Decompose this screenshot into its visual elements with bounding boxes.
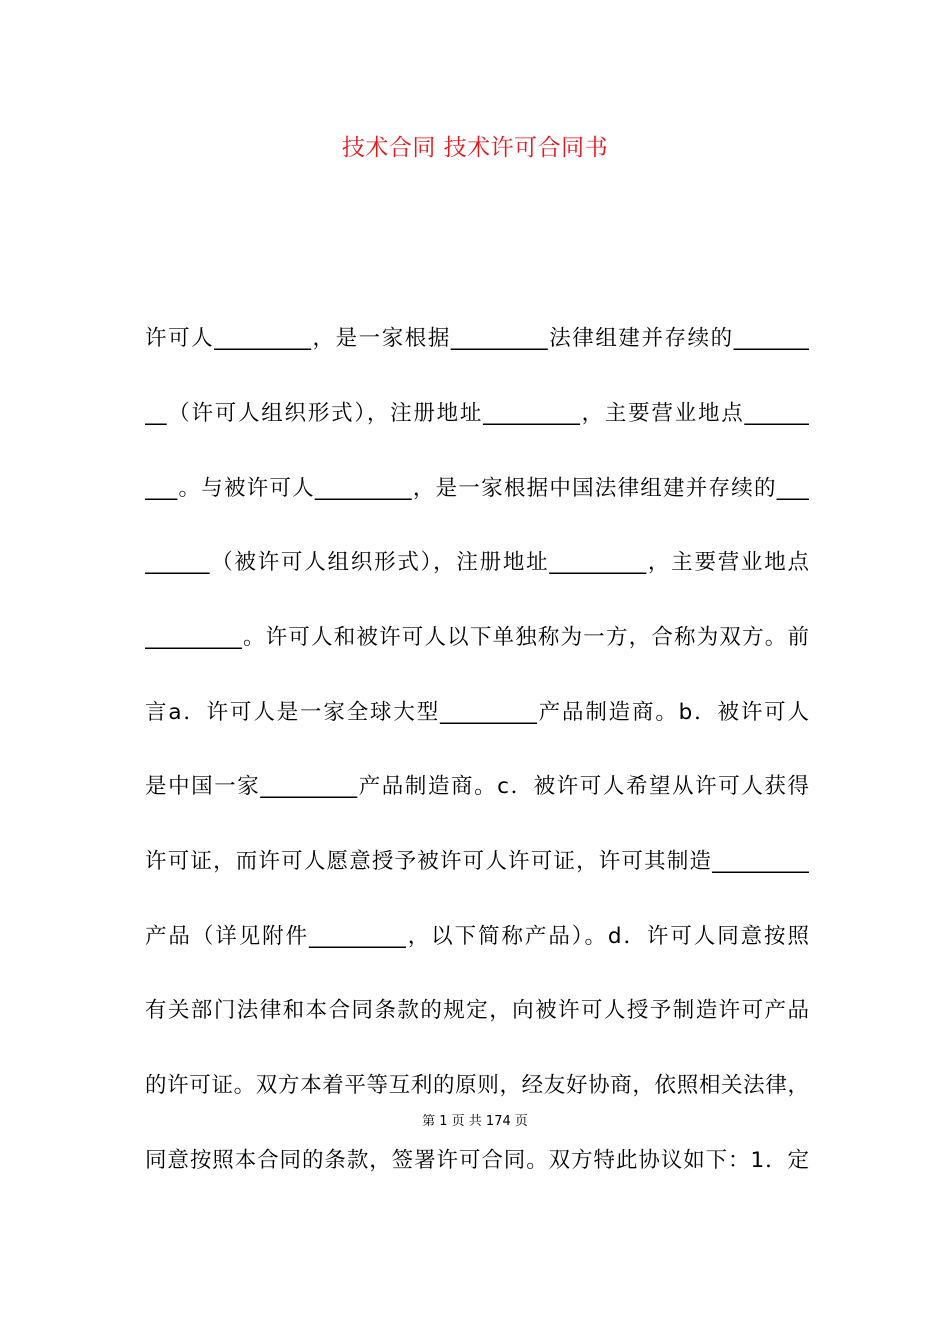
body-line-2: __（许可人组织形式），注册地址_________，主要营业地点______ bbox=[145, 401, 809, 426]
body-line-5: _________。许可人和被许可人以下单独称为一方，合称为双方。前 bbox=[145, 625, 809, 650]
body-line-1: 许可人_________，是一家根据_________法律组建并存续的_______ bbox=[145, 326, 809, 351]
body-line-7: 是中国一家_________产品制造商。c．被许可人希望从许可人获得 bbox=[145, 774, 809, 799]
body-line-8: 许可证，而许可人愿意授予被许可人许可证，许可其制造_________ bbox=[145, 849, 809, 874]
body-line-3: ___。与被许可人_________，是一家根据中国法律组建并存续的___ bbox=[145, 476, 809, 501]
page-number: 第 1 页 共 174 页 bbox=[422, 1114, 528, 1129]
body-line-6: 言a．许可人是一家全球大型_________产品制造商。b．被许可人 bbox=[145, 700, 809, 725]
body-line-10: 有关部门法律和本合同条款的规定，向被许可人授予制造许可产品 bbox=[145, 998, 809, 1023]
body-line-11: 的许可证。双方本着平等互利的原则，经友好协商，依照相关法律， bbox=[145, 1073, 809, 1098]
page-title: 技术合同 技术许可合同书 bbox=[341, 135, 609, 161]
body-line-12: 同意按照本合同的条款，签署许可合同。双方特此协议如下：1．定 bbox=[145, 1148, 809, 1173]
body-line-9: 产品（详见附件_________，以下简称产品）。d．许可人同意按照 bbox=[145, 924, 809, 949]
body-line-4: ______（被许可人组织形式），注册地址_________，主要营业地点 bbox=[145, 550, 809, 575]
